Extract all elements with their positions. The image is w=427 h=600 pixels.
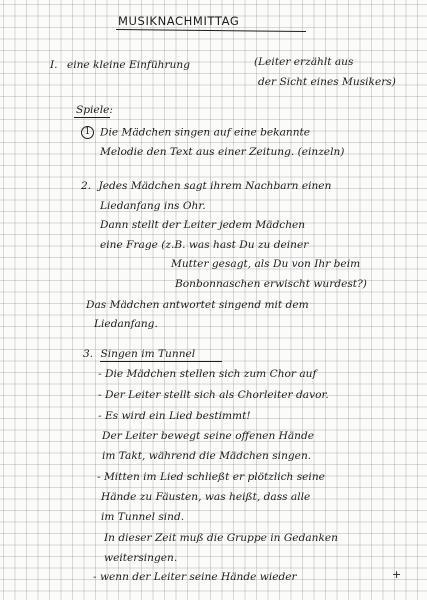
game-2-line-3: Dann stellt der Leiter jedem Mädchen: [100, 219, 306, 231]
continuation-mark: +: [392, 568, 402, 581]
game-1-text: Die Mädchen singen auf eine bekannte: [100, 126, 311, 139]
games-heading: Spiele:: [76, 104, 113, 116]
game-2-line-7: Das Mädchen antwortet singend mit dem: [86, 299, 309, 311]
game-2-line-4: eine Frage (z.B. was hast Du zu deiner: [100, 239, 309, 251]
game-3-number: 3.: [83, 348, 94, 360]
game-2-line-6: Bonbonnaschen erwischt wurdest?): [175, 278, 367, 290]
game-2-line-1: [81, 180, 331, 192]
games-heading-underline: [74, 117, 110, 118]
game-3-heading-underline: [100, 361, 222, 362]
section-1: [50, 59, 190, 71]
section-1-text: eine kleine Einführung: [66, 59, 190, 71]
game-3-line-9: In dieser Zeit muß die Gruppe in Gedanken: [104, 532, 339, 544]
section-1-aside-line-1: (Leiter erzählt aus: [254, 56, 354, 68]
game-3-heading-line: [83, 348, 195, 360]
game-3-line-1: - Die Mädchen stellen sich zum Chor auf: [98, 368, 317, 380]
game-3-line-7: Hände zu Fäusten, was heißt, dass alle: [101, 491, 311, 503]
game-3-line-10: weitersingen.: [104, 552, 178, 564]
game-1-number: 1: [81, 126, 94, 139]
game-3-line-2: - Der Leiter stellt sich als Chorleiter davor.: [98, 389, 329, 401]
game-2-text: Jedes Mädchen sagt ihrem Nachbarn einen: [98, 180, 332, 192]
game-2-line-5: Mutter gesagt, als Du von Ihr beim: [171, 258, 361, 270]
game-2-number: 2.: [81, 180, 92, 192]
game-3-line-11: - wenn der Leiter seine Hände wieder: [93, 571, 297, 583]
game-3-line-8: im Tunnel sind.: [101, 511, 185, 523]
game-3-line-5: im Takt, während die Mädchen singen.: [102, 450, 312, 462]
section-1-numeral: I.: [50, 59, 58, 71]
game-3-line-4: Der Leiter bewegt seine offenen Hände: [102, 430, 315, 442]
title-underline: [116, 29, 306, 32]
game-2-line-8: Liedanfang.: [94, 318, 158, 330]
game-3-line-3: - Es wird ein Lied bestimmt!: [98, 410, 251, 422]
game-2-line-2: Liedanfang ins Ohr.: [100, 200, 206, 212]
game-1-line-2: Melodie den Text aus einer Zeitung. (einzeln): [100, 146, 345, 158]
page-title: MUSIKNACHMITTAG: [118, 14, 240, 28]
game-3-heading: Singen im Tunnel: [100, 348, 196, 360]
section-1-aside-line-2: der Sicht eines Musikers): [258, 76, 396, 88]
game-1-line-1: [81, 126, 310, 139]
game-3-line-6: - Mitten im Lied schließt er plötzlich seine: [97, 471, 325, 483]
